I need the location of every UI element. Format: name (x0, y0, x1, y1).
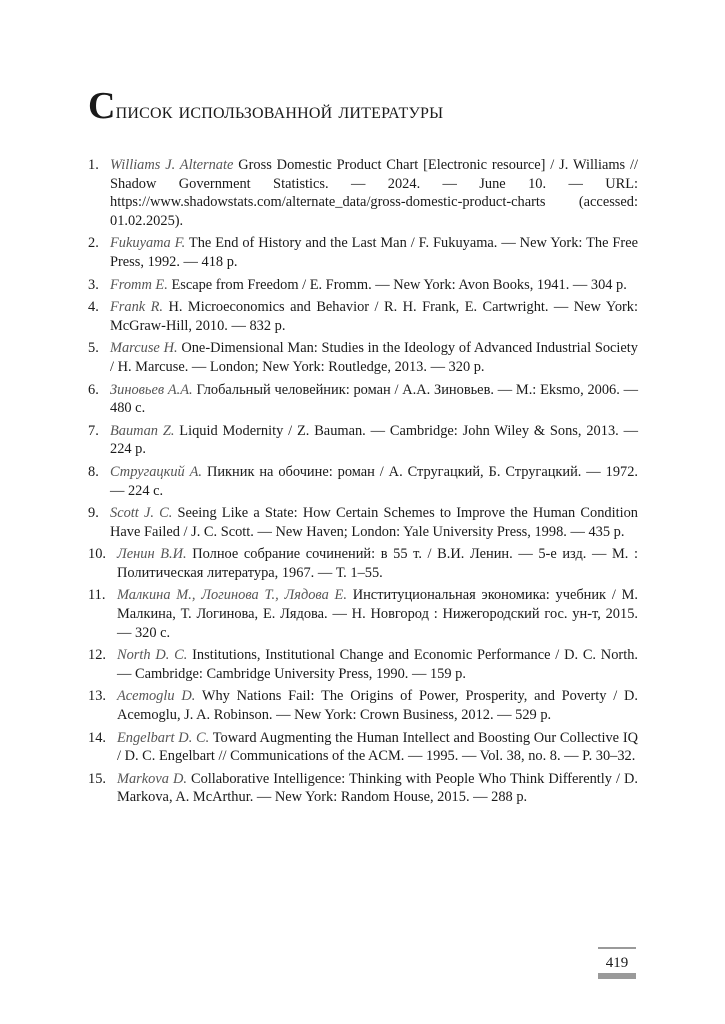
reference-text: H. Microeconomics and Behavior / R. H. Frank, E. Cartwright. — New York: McGraw-Hill, 2010. — 832 p. (110, 299, 639, 334)
reference-item (88, 646, 638, 683)
reference-author: Зиновьев А.А. (110, 381, 193, 398)
reference-text: Toward Augmenting the Human Intellect and Boosting Our Collective IQ / D. C. Engelbart // Communications of the ACM. — 1995. — Vol. 38, no. 8. — P. 30–32. (117, 729, 639, 765)
reference-item (88, 770, 638, 807)
reference-number: 10. (88, 546, 106, 563)
reference-text: Пикник на обочине: роман / А. Стругацкий, Б. Стругацкий. — 1972. — 224 с. (110, 463, 638, 499)
reference-author: Малкина М., Логинова Т., Лядова Е. (117, 587, 347, 604)
reference-item (88, 234, 638, 271)
reference-item (88, 463, 638, 500)
reference-author: Fromm E. (110, 276, 168, 293)
reference-item (88, 586, 638, 642)
reference-author: Frank R. (110, 299, 164, 316)
reference-number: 5. (88, 340, 99, 357)
reference-author: Стругацкий А. (110, 463, 203, 480)
reference-author: Fukuyama F. (110, 235, 186, 252)
reference-author: Acemoglu D. (117, 688, 196, 705)
title-drop-cap: С (88, 85, 116, 127)
title-text: писок использованной литературы (115, 98, 444, 123)
reference-text: Gross Domestic Product Chart [Electronic resource] / J. Williams // Shadow Government Statistics. — 2024. — June 10. — URL: https://www.shadowstats.com/alternate_data/gross-domestic-product-charts (accessed: 01.02.2025). (110, 157, 638, 229)
reference-text: Seeing Like a State: How Certain Schemes to Improve the Human Condition Have Failed / J. C. Scott. — New Haven; London: Yale University Press, 1998. — 435 p. (110, 505, 638, 540)
reference-item (88, 504, 638, 541)
reference-author: Ленин В.И. (117, 546, 187, 563)
reference-author: North D. C. (117, 647, 188, 664)
reference-item (88, 339, 638, 376)
reference-item (88, 687, 638, 724)
reference-text: One-Dimensional Man: Studies in the Ideology of Advanced Industrial Society / H. Marcuse. — London; New York: Routledge, 2013. — 320 p. (110, 340, 638, 375)
reference-item (88, 381, 638, 418)
reference-number: 15. (88, 770, 106, 787)
reference-text: Институциональная экономика: учебник / М. Малкина, Т. Логинова, Е. Лядова. — Н. Новгород : Нижегородский гос. ун-т, 2015. — 320 с. (117, 587, 638, 641)
reference-author: Bauman Z. (110, 422, 175, 439)
reference-item (88, 729, 638, 766)
page-number: 419 (598, 947, 636, 972)
reference-text: Глобальный человейник: роман / А.А. Зиновьев. — М.: Eksmo, 2006. — 480 с. (110, 381, 638, 417)
reference-author: Marcuse H. (110, 340, 178, 357)
reference-author: Scott J. C. (110, 505, 173, 522)
reference-text: Полное собрание сочинений: в 55 т. / В.И. Ленин. — 5-е изд. — М. : Политическая литература, 1967. — Т. 1–55. (117, 546, 638, 581)
reference-number: 13. (88, 688, 106, 705)
reference-item (88, 545, 638, 582)
reference-item (88, 156, 638, 230)
reference-number: 4. (88, 299, 99, 316)
reference-number: 9. (88, 505, 99, 522)
reference-item (88, 298, 638, 335)
reference-item (88, 422, 638, 459)
reference-text: Why Nations Fail: The Origins of Power, Prosperity, and Poverty / D. Acemoglu, J. A. Robinson. — New York: Crown Business, 2012. — 529 p. (117, 688, 638, 724)
reference-text: Escape from Freedom / E. Fromm. — New York: Avon Books, 1941. — 304 p. (171, 276, 627, 293)
reference-text: Institutions, Institutional Change and Economic Performance / D. C. North. — Cambridge: Cambridge University Press, 1990. — 159 p. (117, 647, 638, 682)
reference-number: 11. (88, 587, 106, 604)
reference-text: Liquid Modernity / Z. Bauman. — Cambridge: John Wiley & Sons, 2013. — 224 p. (110, 422, 638, 458)
reference-author: Williams J. Alternate (110, 157, 234, 173)
reference-number: 3. (88, 276, 99, 293)
reference-number: 7. (88, 422, 99, 439)
reference-text: Collaborative Intelligence: Thinking with People Who Think Differently / D. Markova, A. McArthur. — New York: Random House, 2015. — 288 p. (117, 770, 638, 806)
reference-number: 8. (88, 463, 99, 480)
page-title (88, 84, 443, 128)
reference-item (88, 276, 638, 295)
reference-number: 12. (88, 647, 106, 664)
page-number-bar (598, 973, 636, 979)
reference-number: 2. (88, 235, 99, 252)
reference-author: Engelbart D. C. (117, 729, 210, 746)
reference-text: The End of History and the Last Man / F. Fukuyama. — New York: The Free Press, 1992. — 418 p. (110, 235, 638, 270)
reference-number: 14. (88, 729, 106, 746)
reference-list (88, 156, 638, 811)
reference-number: 6. (88, 381, 99, 398)
reference-author: Markova D. (117, 770, 187, 787)
reference-number: 1. (88, 157, 99, 173)
